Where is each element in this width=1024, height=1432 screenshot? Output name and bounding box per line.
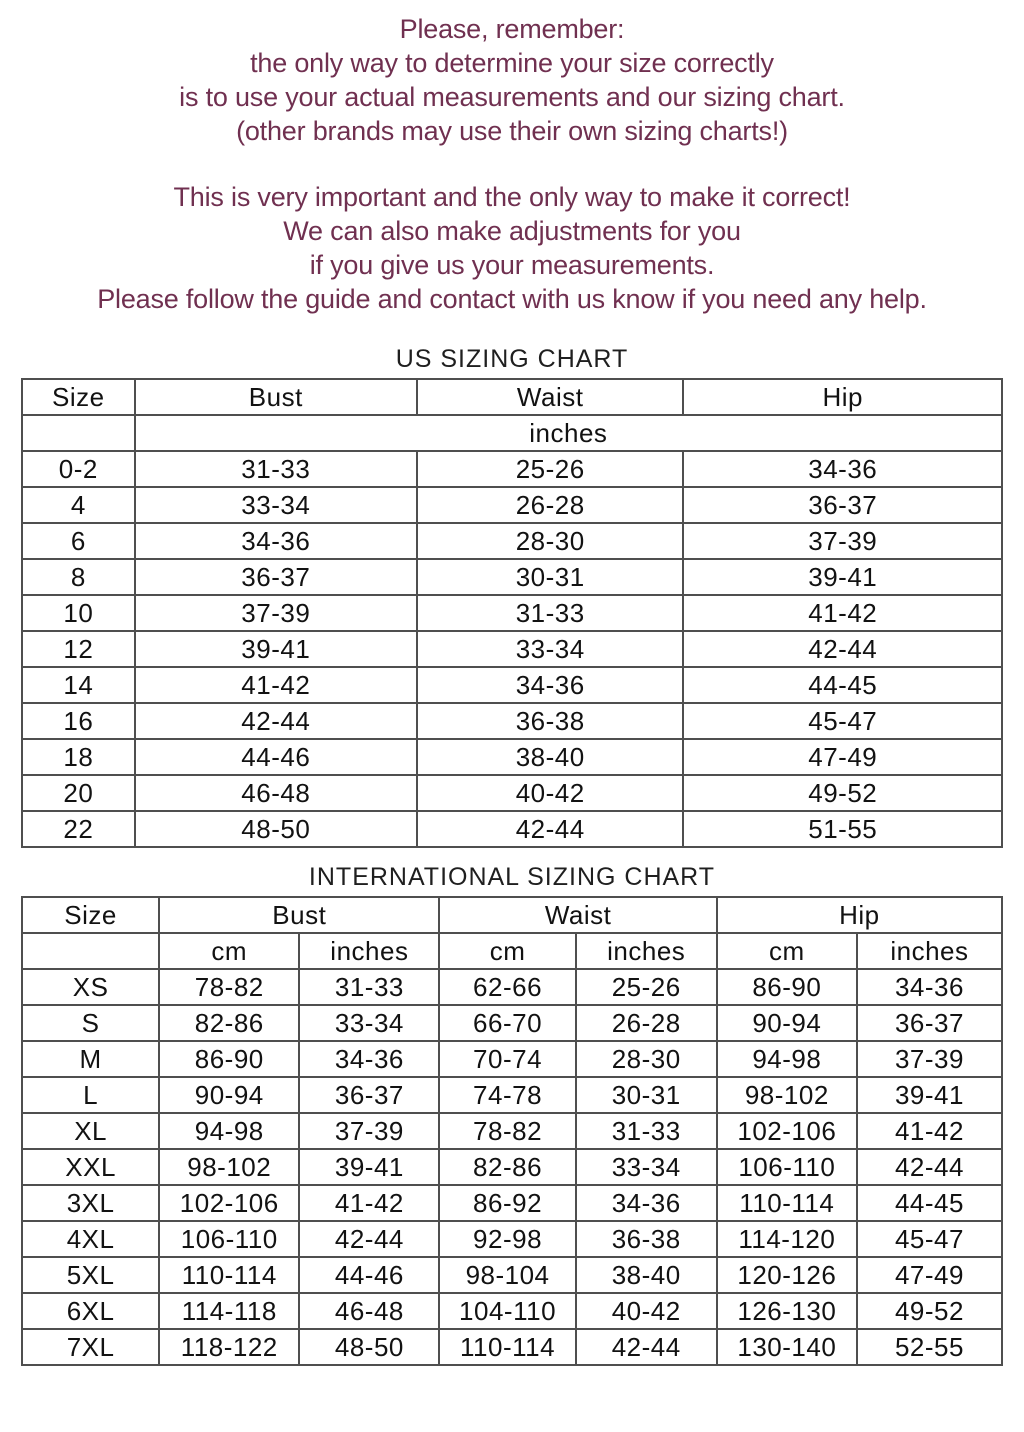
measurement-cell: 104-110 — [439, 1293, 575, 1329]
table-row — [22, 739, 1002, 775]
table-row — [22, 1077, 1002, 1113]
size-cell: 4XL — [22, 1221, 159, 1257]
measurement-cell: 34-36 — [417, 667, 684, 703]
measurement-cell: 94-98 — [159, 1113, 299, 1149]
measurement-cell: 78-82 — [439, 1113, 575, 1149]
measurement-cell: 26-28 — [417, 487, 684, 523]
size-cell: 14 — [22, 667, 135, 703]
table-row — [22, 1149, 1002, 1185]
table-row — [22, 969, 1002, 1005]
us-table-header — [22, 379, 1002, 451]
measurement-cell: 39-41 — [299, 1149, 439, 1185]
measurement-cell: 45-47 — [857, 1221, 1002, 1257]
measurement-cell: 78-82 — [159, 969, 299, 1005]
measurement-cell: 66-70 — [439, 1005, 575, 1041]
us-header-hip: Hip — [683, 379, 1002, 415]
measurement-cell: 38-40 — [576, 1257, 717, 1293]
intl-header-bust: Bust — [159, 897, 439, 933]
measurement-cell: 86-90 — [717, 969, 857, 1005]
size-cell: L — [22, 1077, 159, 1113]
measurement-cell: 36-38 — [417, 703, 684, 739]
measurement-cell: 52-55 — [857, 1329, 1002, 1365]
measurement-cell: 33-34 — [135, 487, 417, 523]
measurement-cell: 42-44 — [299, 1221, 439, 1257]
intro-line: if you give us your measurements. — [309, 250, 715, 280]
measurement-cell: 42-44 — [576, 1329, 717, 1365]
measurement-cell: 82-86 — [159, 1005, 299, 1041]
measurement-cell: 34-36 — [299, 1041, 439, 1077]
size-cell: 8 — [22, 559, 135, 595]
measurement-cell: 37-39 — [299, 1113, 439, 1149]
intro-line: (other brands may use their own sizing charts!) — [236, 116, 788, 146]
measurement-cell: 47-49 — [683, 739, 1002, 775]
measurement-cell: 42-44 — [417, 811, 684, 847]
size-cell: XS — [22, 969, 159, 1005]
measurement-cell: 126-130 — [717, 1293, 857, 1329]
size-cell: M — [22, 1041, 159, 1077]
table-row — [22, 631, 1002, 667]
measurement-cell: 36-37 — [299, 1077, 439, 1113]
measurement-cell: 114-118 — [159, 1293, 299, 1329]
measurement-cell: 120-126 — [717, 1257, 857, 1293]
measurement-cell: 41-42 — [683, 595, 1002, 631]
international-sizing-table — [21, 896, 1003, 1366]
measurement-cell: 42-44 — [683, 631, 1002, 667]
measurement-cell: 34-36 — [683, 451, 1002, 487]
measurement-cell: 82-86 — [439, 1149, 575, 1185]
measurement-cell: 25-26 — [417, 451, 684, 487]
measurement-cell: 34-36 — [857, 969, 1002, 1005]
measurement-cell: 30-31 — [576, 1077, 717, 1113]
us-unit-label: inches — [135, 415, 1002, 451]
measurement-cell: 44-45 — [857, 1185, 1002, 1221]
size-cell: 4 — [22, 487, 135, 523]
table-row — [22, 811, 1002, 847]
intl-table-body — [22, 969, 1002, 1365]
table-row — [22, 775, 1002, 811]
measurement-cell: 48-50 — [135, 811, 417, 847]
size-cell: 20 — [22, 775, 135, 811]
table-row — [22, 1257, 1002, 1293]
measurement-cell: 42-44 — [135, 703, 417, 739]
size-cell: 18 — [22, 739, 135, 775]
table-row — [22, 1041, 1002, 1077]
measurement-cell: 86-92 — [439, 1185, 575, 1221]
measurement-cell: 45-47 — [683, 703, 1002, 739]
intl-header-row — [22, 897, 1002, 933]
measurement-cell: 34-36 — [576, 1185, 717, 1221]
measurement-cell: 46-48 — [299, 1293, 439, 1329]
intro-line: We can also make adjustments for you — [283, 216, 741, 246]
table-row — [22, 667, 1002, 703]
measurement-cell: 41-42 — [135, 667, 417, 703]
measurement-cell: 33-34 — [576, 1149, 717, 1185]
table-row — [22, 1005, 1002, 1041]
size-cell: 16 — [22, 703, 135, 739]
measurement-cell: 110-114 — [159, 1257, 299, 1293]
measurement-cell: 33-34 — [299, 1005, 439, 1041]
measurement-cell: 33-34 — [417, 631, 684, 667]
measurement-cell: 49-52 — [857, 1293, 1002, 1329]
measurement-cell: 110-114 — [717, 1185, 857, 1221]
measurement-cell: 94-98 — [717, 1041, 857, 1077]
us-chart-title: US SIZING CHART — [395, 345, 629, 373]
measurement-cell: 106-110 — [717, 1149, 857, 1185]
intl-unit-waist-inches: inches — [576, 933, 717, 969]
intl-chart-title: INTERNATIONAL SIZING CHART — [308, 863, 716, 891]
intl-table-header — [22, 897, 1002, 969]
us-header-size: Size — [22, 379, 135, 415]
measurement-cell: 36-38 — [576, 1221, 717, 1257]
table-row — [22, 451, 1002, 487]
intro-line: the only way to determine your size correctly — [250, 48, 774, 78]
table-row — [22, 1329, 1002, 1365]
size-cell: S — [22, 1005, 159, 1041]
table-row — [22, 595, 1002, 631]
measurement-cell: 31-33 — [576, 1113, 717, 1149]
measurement-cell: 44-45 — [683, 667, 1002, 703]
measurement-cell: 39-41 — [135, 631, 417, 667]
intl-unit-hip-cm: cm — [717, 933, 857, 969]
us-header-bust: Bust — [135, 379, 417, 415]
measurement-cell: 44-46 — [135, 739, 417, 775]
intl-unit-bust-cm: cm — [159, 933, 299, 969]
us-header-row — [22, 379, 1002, 415]
measurement-cell: 70-74 — [439, 1041, 575, 1077]
measurement-cell: 114-120 — [717, 1221, 857, 1257]
intl-unit-bust-inches: inches — [299, 933, 439, 969]
us-sizing-table — [21, 378, 1003, 848]
measurement-cell: 44-46 — [299, 1257, 439, 1293]
size-cell: 3XL — [22, 1185, 159, 1221]
measurement-cell: 39-41 — [857, 1077, 1002, 1113]
table-row — [22, 487, 1002, 523]
measurement-cell: 41-42 — [299, 1185, 439, 1221]
size-cell: 22 — [22, 811, 135, 847]
measurement-cell: 38-40 — [417, 739, 684, 775]
size-cell: XL — [22, 1113, 159, 1149]
size-cell: 7XL — [22, 1329, 159, 1365]
measurement-cell: 118-122 — [159, 1329, 299, 1365]
measurement-cell: 40-42 — [417, 775, 684, 811]
measurement-cell: 106-110 — [159, 1221, 299, 1257]
intro-line: Please, remember: — [399, 14, 625, 44]
us-unit-row — [22, 415, 1002, 451]
intro-line: This is very important and the only way to make it correct! — [173, 182, 851, 212]
size-cell: 12 — [22, 631, 135, 667]
measurement-cell: 90-94 — [717, 1005, 857, 1041]
measurement-cell: 37-39 — [857, 1041, 1002, 1077]
measurement-cell: 46-48 — [135, 775, 417, 811]
measurement-cell: 31-33 — [135, 451, 417, 487]
intro-line: Please follow the guide and contact with us know if you need any help. — [97, 284, 927, 314]
measurement-cell: 62-66 — [439, 969, 575, 1005]
size-cell: XXL — [22, 1149, 159, 1185]
measurement-cell: 49-52 — [683, 775, 1002, 811]
measurement-cell: 41-42 — [857, 1113, 1002, 1149]
measurement-cell: 37-39 — [683, 523, 1002, 559]
measurement-cell: 51-55 — [683, 811, 1002, 847]
size-cell: 10 — [22, 595, 135, 631]
intl-header-waist: Waist — [439, 897, 716, 933]
size-cell: 0-2 — [22, 451, 135, 487]
table-row — [22, 559, 1002, 595]
measurement-cell: 86-90 — [159, 1041, 299, 1077]
measurement-cell: 42-44 — [857, 1149, 1002, 1185]
intl-unit-waist-cm: cm — [439, 933, 575, 969]
table-row — [22, 1185, 1002, 1221]
measurement-cell: 98-102 — [159, 1149, 299, 1185]
measurement-cell: 47-49 — [857, 1257, 1002, 1293]
measurement-cell: 98-104 — [439, 1257, 575, 1293]
spacer — [0, 148, 1024, 180]
intl-unit-hip-inches: inches — [857, 933, 1002, 969]
measurement-cell: 26-28 — [576, 1005, 717, 1041]
size-cell: 6 — [22, 523, 135, 559]
measurement-cell: 36-37 — [135, 559, 417, 595]
measurement-cell: 37-39 — [135, 595, 417, 631]
intro-line: is to use your actual measurements and our sizing chart. — [179, 82, 845, 112]
table-row — [22, 1113, 1002, 1149]
measurement-cell: 39-41 — [683, 559, 1002, 595]
measurement-cell: 102-106 — [159, 1185, 299, 1221]
measurement-cell: 130-140 — [717, 1329, 857, 1365]
us-unit-empty-cell — [22, 415, 135, 451]
table-row — [22, 703, 1002, 739]
measurement-cell: 30-31 — [417, 559, 684, 595]
size-cell: 6XL — [22, 1293, 159, 1329]
measurement-cell: 28-30 — [576, 1041, 717, 1077]
measurement-cell: 31-33 — [417, 595, 684, 631]
us-table-body — [22, 451, 1002, 847]
measurement-cell: 36-37 — [683, 487, 1002, 523]
table-row — [22, 1293, 1002, 1329]
intl-header-hip: Hip — [717, 897, 1002, 933]
table-row — [22, 523, 1002, 559]
measurement-cell: 28-30 — [417, 523, 684, 559]
measurement-cell: 25-26 — [576, 969, 717, 1005]
intl-header-size: Size — [22, 897, 159, 933]
measurement-cell: 34-36 — [135, 523, 417, 559]
measurement-cell: 110-114 — [439, 1329, 575, 1365]
measurement-cell: 36-37 — [857, 1005, 1002, 1041]
us-header-waist: Waist — [417, 379, 684, 415]
measurement-cell: 92-98 — [439, 1221, 575, 1257]
measurement-cell: 40-42 — [576, 1293, 717, 1329]
intl-unit-row — [22, 933, 1002, 969]
measurement-cell: 102-106 — [717, 1113, 857, 1149]
measurement-cell: 31-33 — [299, 969, 439, 1005]
measurement-cell: 48-50 — [299, 1329, 439, 1365]
intro-text — [0, 12, 1024, 316]
intl-unit-empty-cell — [22, 933, 159, 969]
measurement-cell: 74-78 — [439, 1077, 575, 1113]
size-cell: 5XL — [22, 1257, 159, 1293]
table-row — [22, 1221, 1002, 1257]
measurement-cell: 90-94 — [159, 1077, 299, 1113]
measurement-cell: 98-102 — [717, 1077, 857, 1113]
